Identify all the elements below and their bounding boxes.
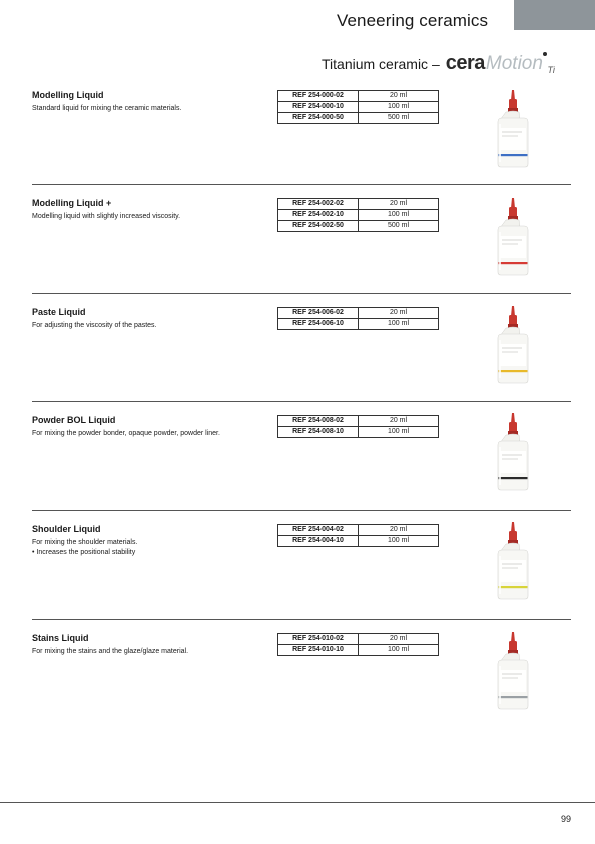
table-row [278,91,439,102]
table-row [278,536,439,547]
volume-cell: 20 ml [359,199,439,210]
product-description [32,321,272,331]
section-divider [32,293,571,294]
product-line-header [322,52,555,76]
ref-code-cell: REF 254-008-02 [278,416,359,427]
footer-divider [0,802,595,803]
table-row [278,210,439,221]
product-name: Modelling Liquid [32,90,104,100]
section-divider [32,510,571,511]
product-description-line: Standard liquid for mixing the ceramic materials. [32,105,182,112]
ref-code-cell: REF 254-002-02 [278,199,359,210]
chapter-tab [514,0,595,30]
table-row [278,308,439,319]
table-row [278,634,439,645]
volume-cell: 100 ml [359,210,439,221]
table-row [278,525,439,536]
product-name: Stains Liquid [32,633,89,643]
reference-table [277,633,439,656]
page-title: Veneering ceramics [337,11,489,30]
reference-table [277,524,439,547]
dropper-bottle-image [488,411,532,491]
product-description [32,647,272,657]
volume-cell: 20 ml [359,308,439,319]
product-description [32,538,272,558]
volume-cell: 20 ml [359,634,439,645]
product-description-line: For mixing the stains and the glaze/glaze material. [32,648,189,655]
ref-code-cell: REF 254-002-10 [278,210,359,221]
table-row [278,427,439,438]
product-description [32,104,272,114]
dropper-bottle-image [488,88,532,168]
product-description-line: For adjusting the viscosity of the pastes. [32,322,157,329]
volume-cell: 20 ml [359,91,439,102]
product-name: Modelling Liquid + [32,198,112,208]
ref-code-cell: REF 254-010-02 [278,634,359,645]
table-row [278,113,439,124]
product-name: Shoulder Liquid [32,524,101,534]
reference-table [277,415,439,438]
ref-code-cell: REF 254-000-10 [278,102,359,113]
table-row [278,199,439,210]
dropper-bottle-image [488,520,532,600]
product-description-line: Modelling liquid with slightly increased viscosity. [32,213,181,220]
table-row [278,221,439,232]
product-description [32,429,272,439]
dropper-bottle-image [488,630,532,710]
product-line-label: Titanium ceramic – [322,56,440,72]
ref-code-cell: REF 254-004-02 [278,525,359,536]
ref-code-cell: REF 254-008-10 [278,427,359,438]
product-description-line: For mixing the shoulder materials. [32,539,138,546]
ref-code-cell: REF 254-010-10 [278,645,359,656]
product-description-line: For mixing the powder bonder, opaque powder, powder liner. [32,430,220,437]
table-row [278,645,439,656]
dropper-bottle-image [488,304,532,384]
ref-code-cell: REF 254-006-10 [278,319,359,330]
dropper-bottle-image [488,196,532,276]
table-row [278,416,439,427]
reference-table [277,307,439,330]
section-divider [32,619,571,620]
product-name: Paste Liquid [32,307,86,317]
table-row [278,319,439,330]
volume-cell: 100 ml [359,645,439,656]
table-row [278,102,439,113]
ref-code-cell: REF 254-000-02 [278,91,359,102]
section-divider [32,184,571,185]
reference-table [277,90,439,124]
ref-code-cell: REF 254-004-10 [278,536,359,547]
product-name: Powder BOL Liquid [32,415,116,425]
volume-cell: 500 ml [359,221,439,232]
ceramotion-logo: cera Motion Ti [445,52,555,75]
volume-cell: 20 ml [359,416,439,427]
ref-code-cell: REF 254-000-50 [278,113,359,124]
volume-cell: 100 ml [359,102,439,113]
volume-cell: 500 ml [359,113,439,124]
product-description-line: • Increases the positional stability [32,549,136,556]
volume-cell: 100 ml [359,427,439,438]
ref-code-cell: REF 254-006-02 [278,308,359,319]
ref-code-cell: REF 254-002-50 [278,221,359,232]
product-description [32,212,272,222]
volume-cell: 100 ml [359,536,439,547]
section-divider [32,401,571,402]
volume-cell: 20 ml [359,525,439,536]
page-number: 99 [560,814,571,824]
reference-table [277,198,439,232]
volume-cell: 100 ml [359,319,439,330]
